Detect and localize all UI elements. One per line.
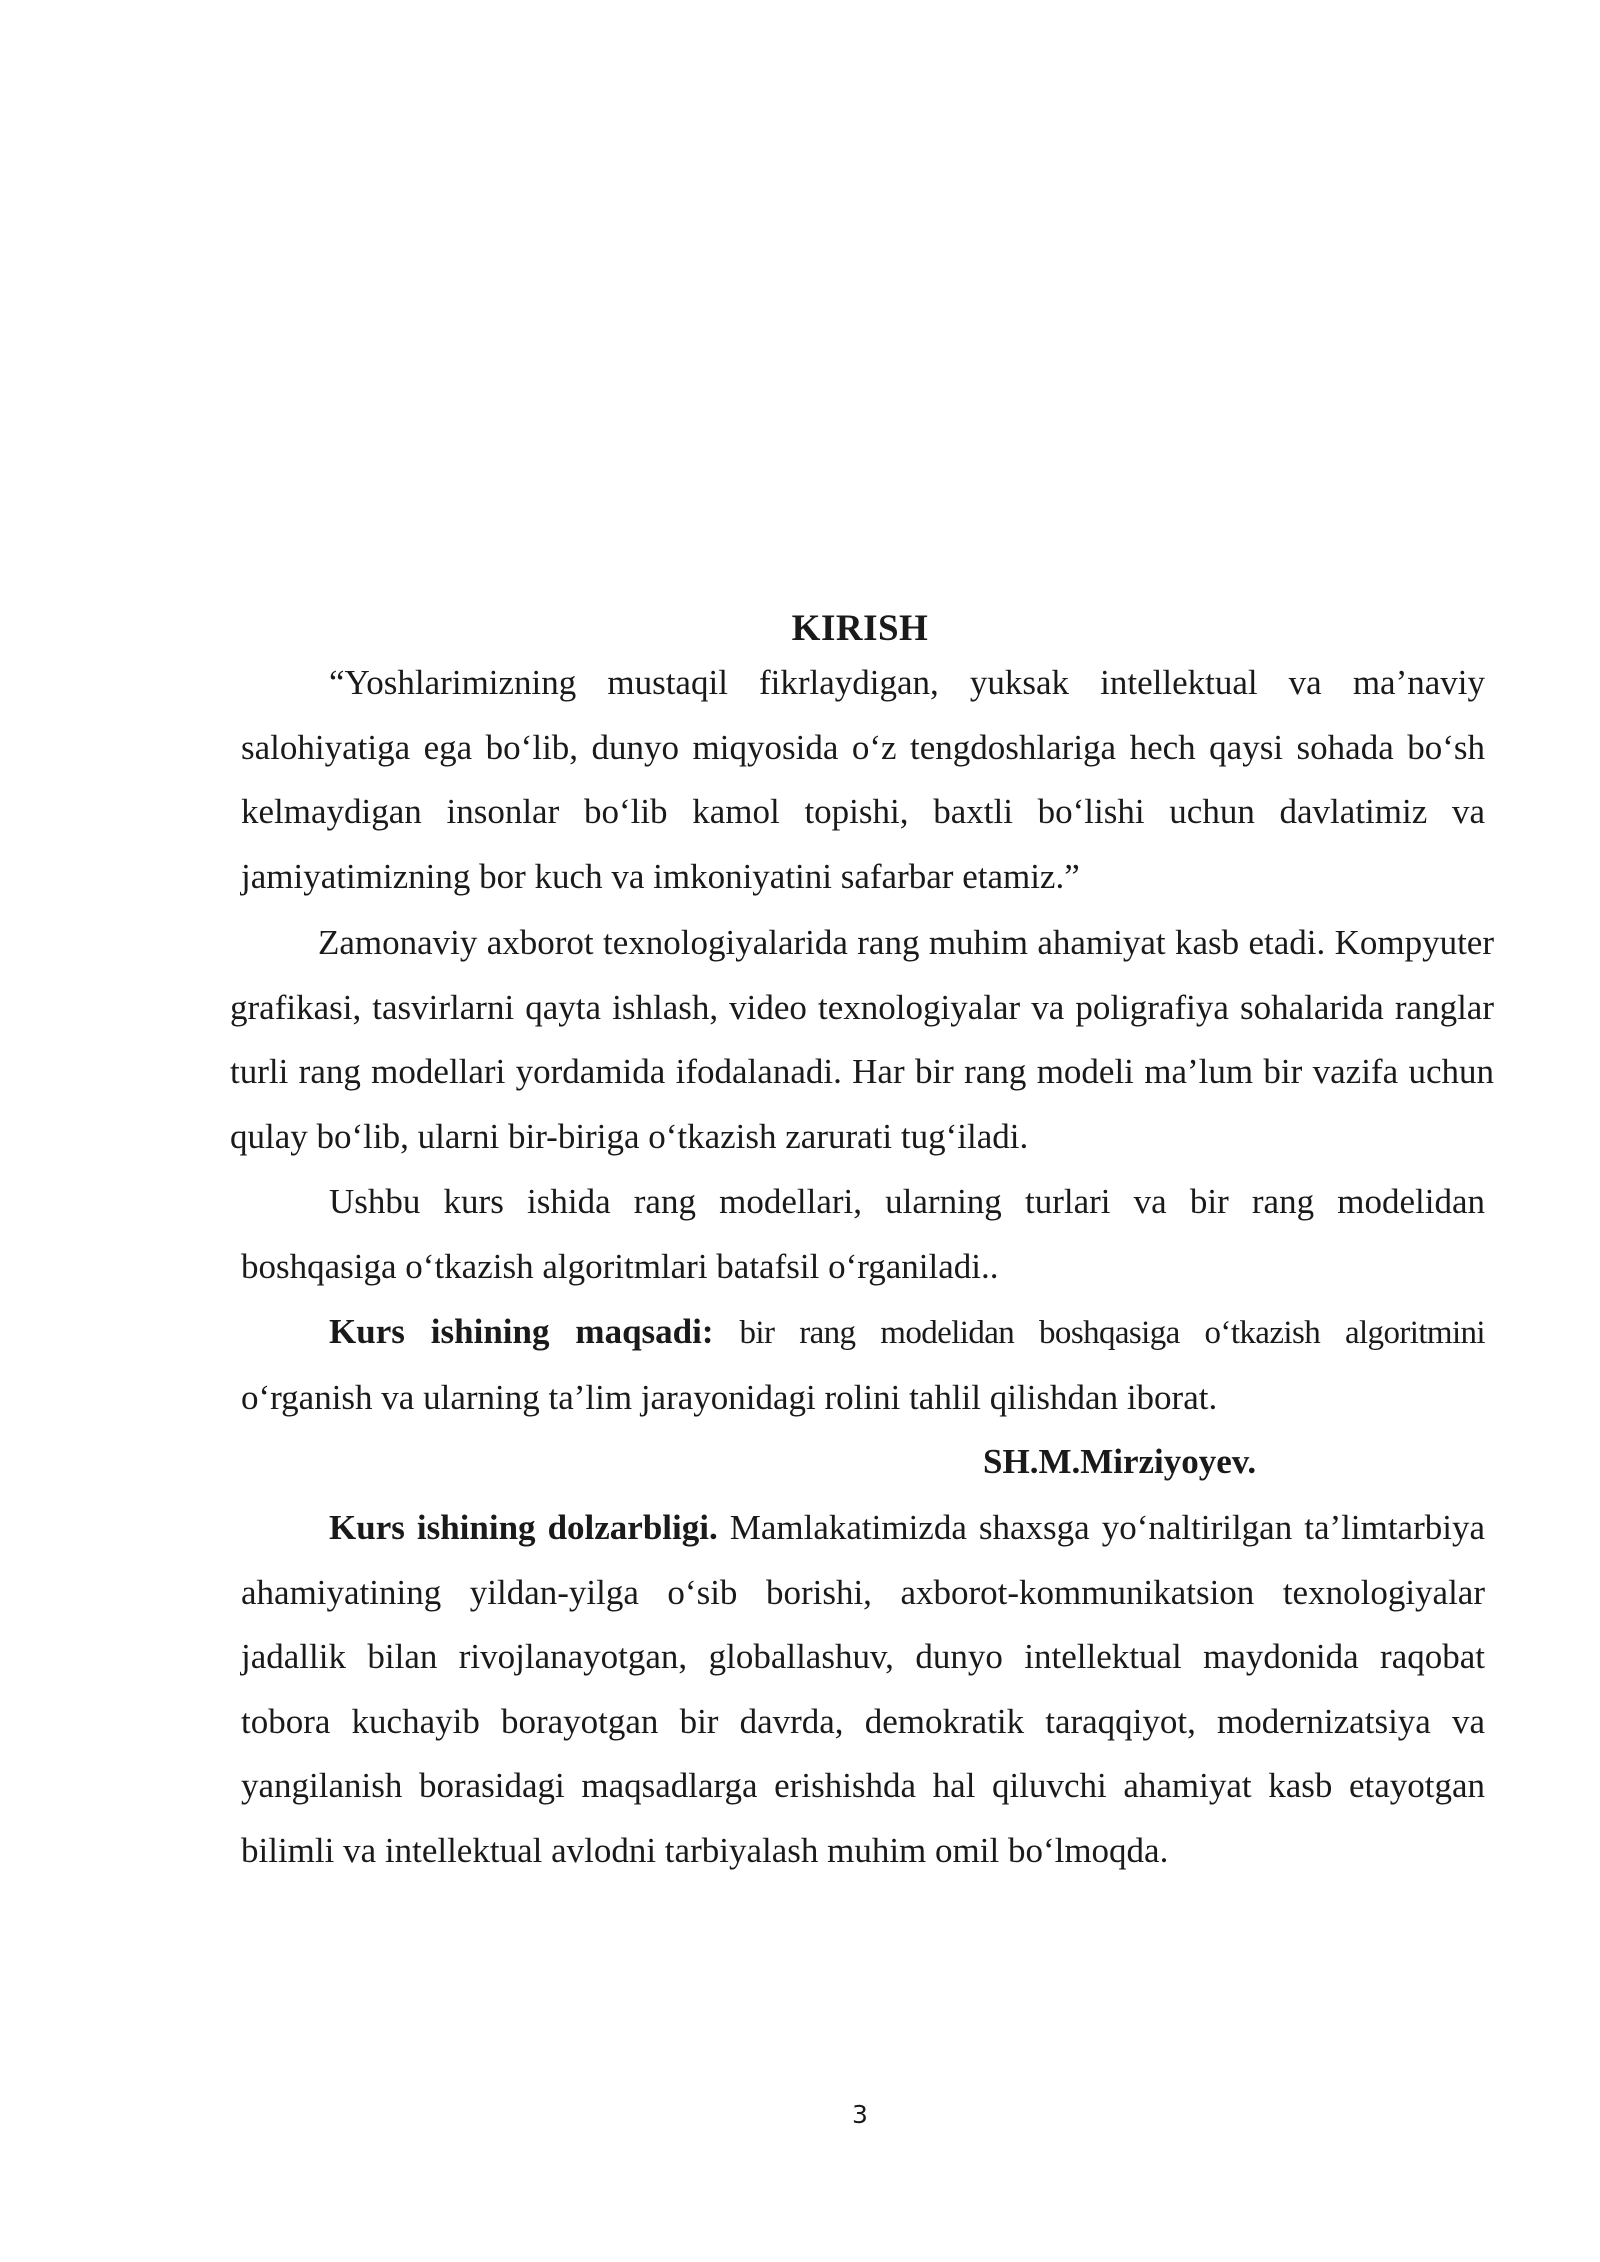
relevance-paragraph	[241, 1496, 1485, 1883]
paragraph-text: Ushbu kurs ishida rang modellari, ularning turlari va bir rang modelidan boshqasiga o‘tkazish algoritmlari batafsil o‘rganiladi..	[241, 1182, 1485, 1286]
paragraph-course-relevance	[241, 1496, 1485, 1883]
relevance-text: Mamlakatimizda shaxsga yo‘naltirilgan ta’limtarbiya ahamiyatining yildan-yilga o‘sib borishi, axborot-kommunikatsion texnologiyalar jadallik bilan rivojlanayotgan, globallashuv, dunyo intellektual maydonida raqobat tobora kuchayib borayotgan bir davrda, demokratik taraqqiyot, modernizatsiya va yangilanish borasidagi maqsadlarga erishishda hal qiluvchi ahamiyat kasb etayotgan bilimli va intellektual avlodni tarbiyalash muhim omil bo‘lmoqda.	[241, 1508, 1485, 1870]
paragraph-course-aim	[241, 1300, 1485, 1430]
relevance-label: Kurs ishining dolzarbligi.	[329, 1508, 718, 1547]
quote-text: “Yoshlarimizning mustaqil fikrlaydigan, yuksak intellektual va ma’naviy salohiyatiga ega bo‘lib, dunyo miqyosida o‘z tengdoshlariga hech qaysi sohada bo‘sh kelmaydigan insonlar bo‘lib kamol topishi, baxtli bo‘lishi uchun davlatimiz va jamiyatimizning bor kuch va imkoniyatini safarbar etamiz.”	[241, 663, 1485, 896]
section-heading: KIRISH	[791, 608, 929, 649]
aim-text-line1: bir rang modelidan boshqasiga o‘tkazish algoritmini	[739, 1315, 1485, 1351]
quote-author-signature: SH.M.Mirziyoyev.	[983, 1442, 1257, 1481]
aim-first-line	[241, 1300, 1485, 1366]
page-number: 3	[852, 2100, 868, 2129]
epigraph-quote	[241, 651, 1485, 909]
paragraph-color-models	[230, 911, 1494, 1169]
aim-label: Kurs ishining maqsadi:	[329, 1312, 714, 1351]
paragraph-text: Zamonaviy axborot texnologiyalarida rang muhim ahamiyat kasb etadi. Kompyuter grafikasi, tasvirlarni qayta ishlash, video texnologiyalar va poligrafiya sohalarida ranglar turli rang modellari yordamida ifodalanadi. Har bir rang modeli ma’lum bir vazifa uchun qulay bo‘lib, ularni bir-biriga o‘tkazish zarurati tug‘iladi.	[230, 923, 1494, 1156]
aim-text-line2: o‘rganish va ularning ta’lim jarayonidagi rolini tahlil qilishdan iborat.	[241, 1377, 1218, 1417]
paragraph-course-scope	[241, 1170, 1485, 1299]
